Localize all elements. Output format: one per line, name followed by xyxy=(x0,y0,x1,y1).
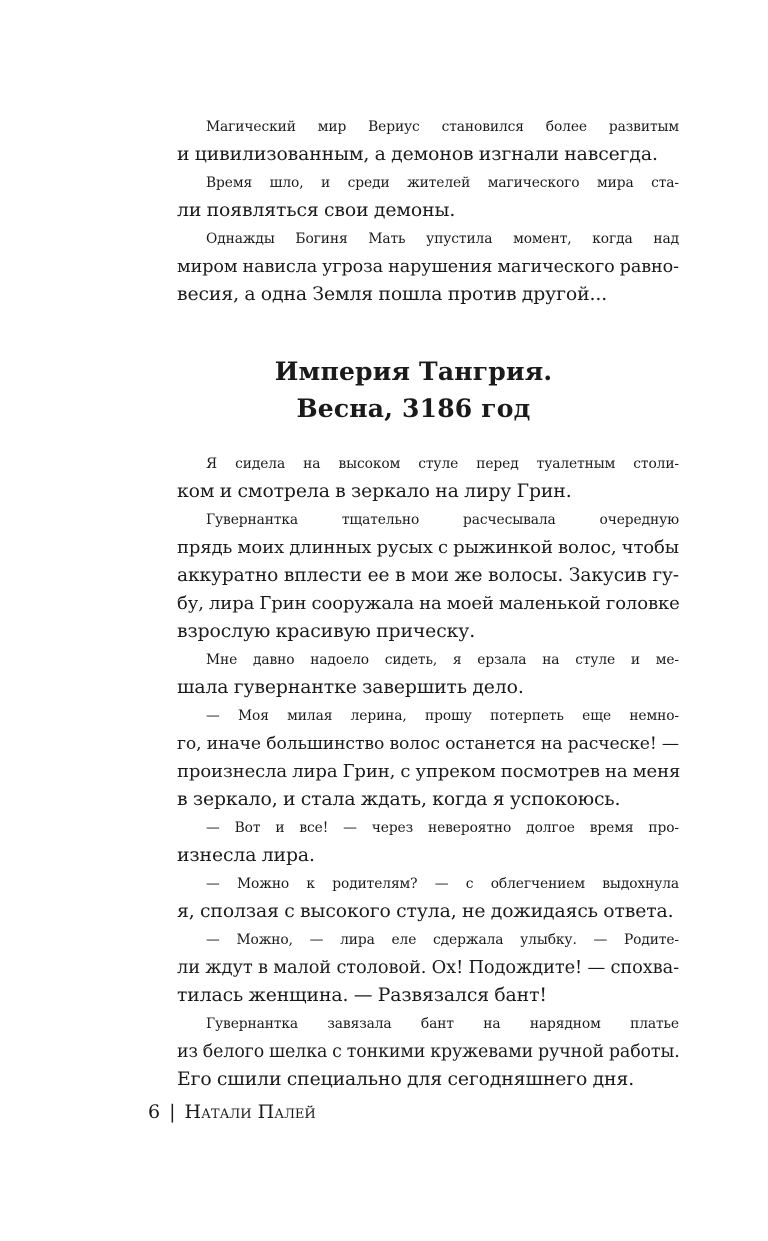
text-line: бу, лира Грин сооружала на моей маленькой головке xyxy=(177,593,680,614)
text-line: ли ждут в малой столовой. Ох! Подождите! — спохва- xyxy=(177,957,679,978)
author-name: Натали Палей xyxy=(184,1101,316,1123)
text-line: — Вот и все! — через невероятно долгое время про- xyxy=(206,820,679,836)
text-line: — Можно к родителям? — с облегчением выдохнула xyxy=(206,876,679,892)
text-line: Я сидела на высоком стуле перед туалетным столи- xyxy=(206,456,679,472)
text-line: взрослую красивую прическу. xyxy=(177,621,476,642)
page-footer xyxy=(148,1098,316,1126)
text-line: изнесла лира. xyxy=(177,845,315,866)
paragraph xyxy=(148,225,679,309)
text-line: Его сшили специально для сегодняшнего дня. xyxy=(177,1069,635,1090)
text-line: произнесла лира Грин, с упреком посмотрев на меня xyxy=(177,761,681,782)
text-line: в зеркало, и стала ждать, когда я успокоюсь. xyxy=(177,789,621,810)
text-line: аккуратно вплести ее в мои же волосы. Закусив гу- xyxy=(177,565,679,586)
paragraph xyxy=(148,814,679,870)
chapter-heading xyxy=(148,353,679,427)
intro-section xyxy=(148,113,679,309)
text-line: — Моя милая лерина, прошу потерпеть еще немно- xyxy=(206,708,679,724)
text-line: Магический мир Вериус становился более развитым xyxy=(206,119,679,135)
paragraph xyxy=(148,926,679,1010)
footer-separator: | xyxy=(169,1101,176,1123)
text-line: Гувернантка тщательно расчесывала очередную xyxy=(206,512,679,528)
text-line: и цивилизованным, а демонов изгнали навсегда. xyxy=(177,144,658,165)
paragraph xyxy=(148,1010,679,1094)
paragraph xyxy=(148,169,679,225)
text-line: ком и смотрела в зеркало на лиру Грин. xyxy=(177,481,572,502)
page-number: 6 xyxy=(148,1101,161,1123)
text-line: шала гувернантке завершить дело. xyxy=(177,677,524,698)
body-section xyxy=(148,450,679,1094)
text-line: тилась женщина. — Развязался бант! xyxy=(177,985,547,1006)
text-line: я, сползая с высокого стула, не дожидаясь ответа. xyxy=(177,901,674,922)
paragraph xyxy=(148,450,679,506)
text-line: Мне давно надоело сидеть, я ерзала на стуле и ме- xyxy=(206,652,679,668)
paragraph xyxy=(148,506,679,646)
text-line: — Можно, — лира еле сдержала улыбку. — Родите- xyxy=(206,932,679,948)
text-line: прядь моих длинных русых с рыжинкой волос, чтобы xyxy=(177,537,679,558)
text-line: го, иначе большинство волос останется на расческе! — xyxy=(177,734,679,754)
paragraph xyxy=(148,646,679,702)
text-line: Однажды Богиня Мать упустила момент, когда над xyxy=(206,231,679,247)
text-line: миром нависла угроза нарушения магического равно- xyxy=(177,257,679,277)
paragraph xyxy=(148,113,679,169)
heading-line-1: Империя Тангрия. xyxy=(274,357,553,386)
text-line: Гувернантка завязала бант на нарядном платье xyxy=(206,1016,679,1032)
heading-line-2: Весна, 3186 год xyxy=(296,394,531,423)
text-line: из белого шелка с тонкими кружевами ручной работы. xyxy=(177,1042,680,1062)
text-line: Время шло, и среди жителей магического мира ста- xyxy=(206,175,679,191)
paragraph xyxy=(148,702,679,814)
text-line: весия, а одна Земля пошла против другой... xyxy=(177,284,608,305)
text-line: ли появляться свои демоны. xyxy=(177,200,456,221)
paragraph xyxy=(148,870,679,926)
page-content xyxy=(148,113,679,1094)
